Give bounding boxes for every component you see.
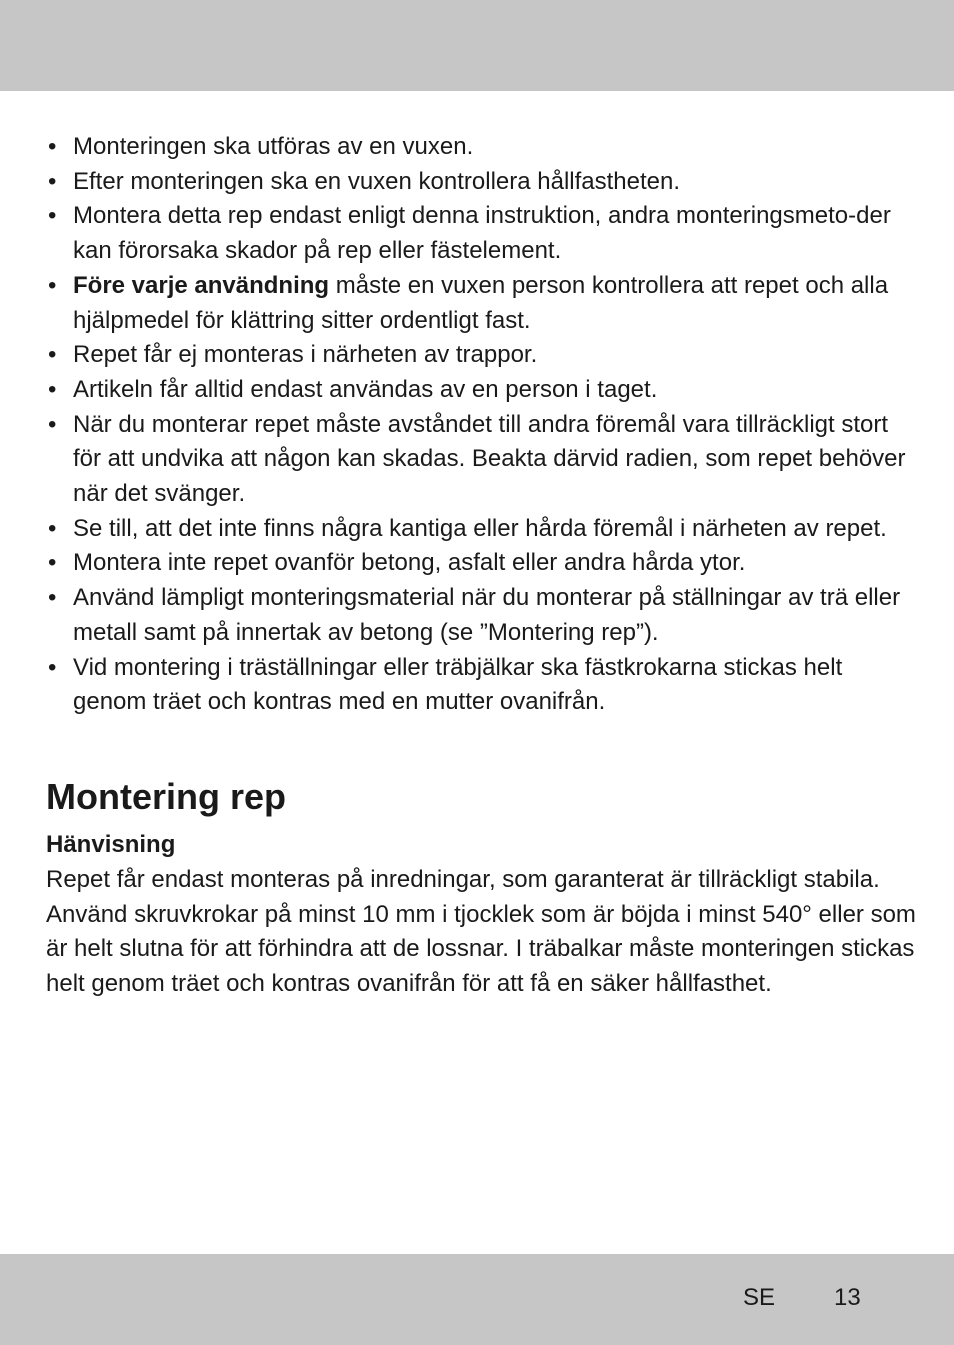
bullet-text: Monteringen ska utföras av en vuxen. — [73, 133, 474, 160]
bullet-dot: • — [48, 375, 57, 403]
list-item — [46, 408, 916, 512]
bullet-dot: • — [48, 271, 57, 299]
bullet-text: måste en vuxen person kontrollera att repet och alla hjälpmedel för klättring sitter ordentligt fast. — [73, 271, 889, 334]
section-title: Montering rep — [46, 776, 286, 817]
bullet-dot: • — [48, 167, 57, 195]
bullet-dot: • — [48, 202, 57, 230]
bullet-text: Se till, att det inte finns några kantiga eller hårda föremål i närheten av repet. — [73, 514, 887, 542]
page-number: 13 — [834, 1284, 861, 1311]
bullet-text: Montera detta rep endast enligt denna instruktion, andra monteringsmeto-der kan förorsaka skador på rep eller fästelement. — [73, 202, 891, 265]
header-band — [0, 0, 954, 91]
list-item — [46, 546, 916, 581]
list-item — [46, 130, 916, 165]
bullet-text: Repet får ej monteras i närheten av trappor. — [73, 341, 538, 369]
bullet-dot: • — [48, 410, 57, 438]
footer-band — [0, 1254, 954, 1345]
language-code: SE — [743, 1284, 776, 1311]
list-item — [46, 512, 916, 547]
bullet-dot: • — [48, 549, 57, 577]
list-item — [46, 199, 916, 268]
list-item — [46, 269, 916, 338]
safety-bullet-list — [46, 130, 916, 720]
bullet-text: När du monterar repet måste avståndet till andra föremål vara tillräckligt stort för att undvika att någon kan skadas. Beakta därvid radien, som repet behöver när det svänger. — [73, 410, 906, 508]
bullet-text: Montera inte repet ovanför betong, asfalt eller andra hårda ytor. — [73, 549, 746, 577]
bullet-text: Använd lämpligt monteringsmaterial när du monterar på ställningar av trä eller metall samt på innertak av betong (se ”Montering rep”). — [73, 584, 901, 646]
bullet-dot: • — [48, 653, 57, 681]
bullet-dot: • — [48, 341, 57, 369]
list-item — [46, 581, 916, 650]
bullet-dot: • — [48, 584, 57, 612]
list-item — [46, 373, 916, 408]
bullet-bold-text: Före varje användning — [73, 271, 330, 299]
bullet-dot: • — [48, 133, 57, 160]
list-item — [46, 651, 916, 720]
bullet-text: Artikeln får alltid endast användas av en person i taget. — [73, 375, 658, 403]
bullet-dot: • — [48, 514, 57, 542]
bullet-text: Efter monteringen ska en vuxen kontrollera hållfastheten. — [73, 167, 681, 195]
note-paragraph: Repet får endast monteras på inredningar, som garanterat är tillräckligt stabila. Använd skruvkrokar på minst 10 mm i tjocklek som är böjda i minst 540° eller som är helt slutna för att förhindra att de lossnar. I träbalkar måste monteringen stickas helt genom träet och kontras ovanifrån för att få en säker hållfasthet. — [46, 866, 916, 997]
bullet-text: Vid montering i träställningar eller träbjälkar ska fästkrokarna stickas helt genom träet och kontras med en mutter ovanifrån. — [73, 653, 843, 716]
note-heading: Hänvisning — [46, 831, 176, 858]
list-item — [46, 338, 916, 373]
list-item — [46, 165, 916, 200]
